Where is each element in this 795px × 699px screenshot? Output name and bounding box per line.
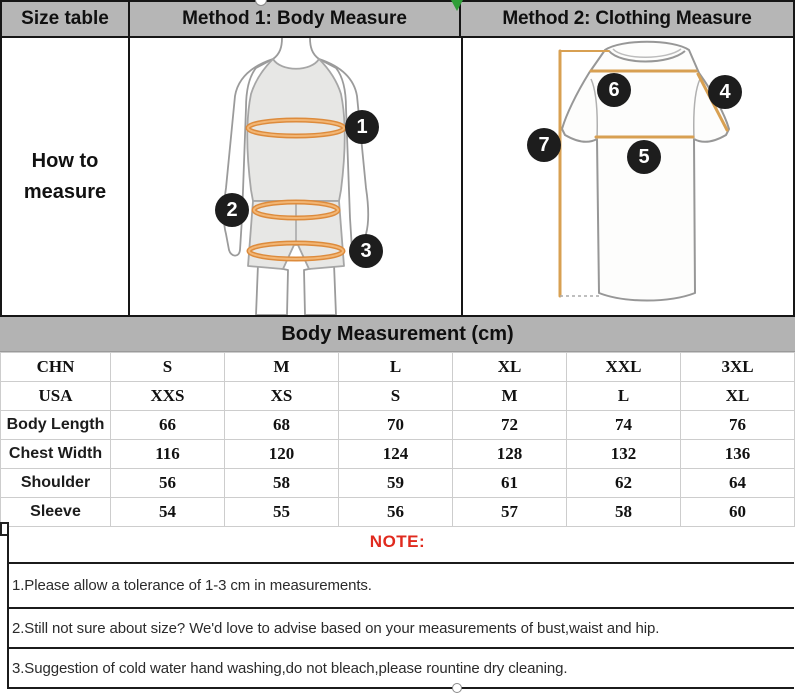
note-divider (7, 562, 794, 564)
table-row-chest-width (1, 440, 795, 469)
size-cell: XS (225, 382, 339, 411)
row-label: CHN (1, 353, 111, 382)
note-item-1: 1.Please allow a tolerance of 1-3 cm in measurements. (12, 577, 372, 594)
size-cell: 74 (567, 411, 681, 440)
table-row-body-length (1, 411, 795, 440)
size-cell: XXS (111, 382, 225, 411)
marker-chest: 1 (345, 110, 379, 144)
size-cell: 76 (681, 411, 795, 440)
size-cell: S (339, 382, 453, 411)
note-item-3: 3.Suggestion of cold water hand washing,do not bleach,please rountine dry cleaning. (12, 660, 568, 677)
textbox-handle-circle (452, 683, 462, 693)
size-cell: 58 (225, 469, 339, 498)
size-cell: 59 (339, 469, 453, 498)
size-cell: 136 (681, 440, 795, 469)
size-cell: 57 (453, 498, 567, 527)
size-cell: 68 (225, 411, 339, 440)
size-cell: L (339, 353, 453, 382)
row-label: Sleeve (1, 498, 111, 527)
size-cell: S (111, 353, 225, 382)
size-cell: 3XL (681, 353, 795, 382)
marker-sleeve: 4 (708, 75, 742, 109)
size-cell: 56 (111, 469, 225, 498)
row-label: Chest Width (1, 440, 111, 469)
size-table (0, 352, 795, 527)
size-cell: M (225, 353, 339, 382)
note-title: NOTE: (369, 532, 426, 551)
marker-shoulder: 6 (597, 73, 631, 107)
table-row-sleeve (1, 498, 795, 527)
size-cell: 116 (111, 440, 225, 469)
table-row-chn (1, 353, 795, 382)
marker-waist: 2 (215, 193, 249, 227)
body-measurement-banner: Body Measurement (cm) (0, 315, 795, 352)
how-to-line2: measure (23, 180, 107, 203)
size-cell: 64 (681, 469, 795, 498)
size-cell: 66 (111, 411, 225, 440)
row-label: USA (1, 382, 111, 411)
header-method1: Method 1: Body Measure (130, 2, 461, 36)
size-cell: 132 (567, 440, 681, 469)
size-cell: 124 (339, 440, 453, 469)
size-cell: 62 (567, 469, 681, 498)
header-size-table: Size table (0, 2, 130, 36)
size-cell: 128 (453, 440, 567, 469)
marker-body-length: 7 (527, 128, 561, 162)
header-row (0, 0, 795, 38)
size-cell: 61 (453, 469, 567, 498)
how-to-measure-label (0, 38, 130, 315)
green-triangle-marker (451, 0, 463, 11)
note-divider (7, 687, 794, 689)
size-cell: 56 (339, 498, 453, 527)
size-cell: M (453, 382, 567, 411)
size-cell: 72 (453, 411, 567, 440)
body-measure-diagram (130, 38, 461, 315)
size-cell: XL (453, 353, 567, 382)
size-cell: 54 (111, 498, 225, 527)
size-cell: 55 (225, 498, 339, 527)
row-label: Body Length (1, 411, 111, 440)
size-cell: L (567, 382, 681, 411)
size-cell: 70 (339, 411, 453, 440)
size-cell: 120 (225, 440, 339, 469)
marker-chest-width: 5 (627, 140, 661, 174)
how-to-line1: How to (31, 149, 99, 172)
diagrams-row (0, 38, 795, 315)
table-row-shoulder (1, 469, 795, 498)
table-row-usa (1, 382, 795, 411)
note-divider (7, 607, 794, 609)
row-label: Shoulder (1, 469, 111, 498)
size-cell: XL (681, 382, 795, 411)
clothing-measure-diagram (461, 38, 795, 315)
note-divider (7, 647, 794, 649)
marker-hip: 3 (349, 234, 383, 268)
size-cell: 58 (567, 498, 681, 527)
size-cell: XXL (567, 353, 681, 382)
size-cell: 60 (681, 498, 795, 527)
body-figure-illustration (130, 38, 461, 315)
header-method2: Method 2: Clothing Measure (461, 2, 795, 36)
note-item-2: 2.Still not sure about size? We'd love to advise based on your measurements of bust,waist and hip. (12, 620, 660, 637)
